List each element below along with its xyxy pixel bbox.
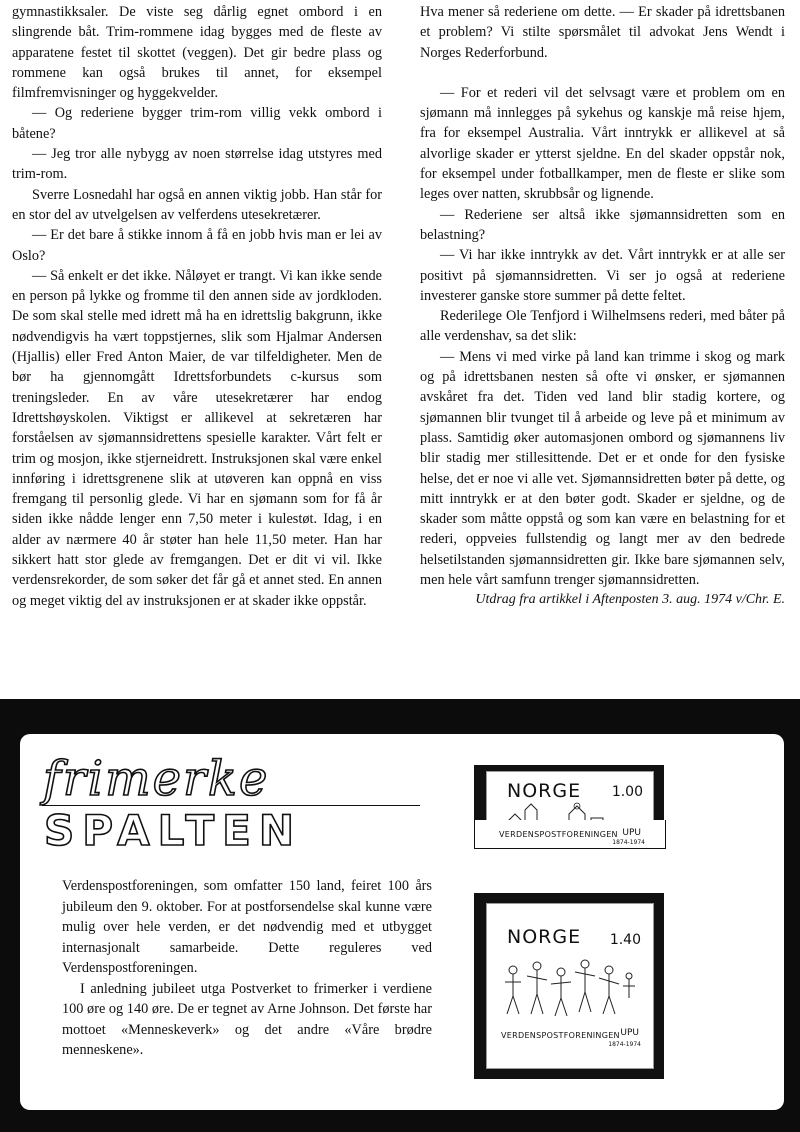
stamp-caption: VERDENSPOSTFORENINGEN xyxy=(499,830,618,839)
paragraph: — Vi har ikke inntrykk av det. Vårt inntrykk er at alle ser positivt på sjømannsidretten. Vi ser jo også at rederiene investerer ganske store summer på dette feltet. xyxy=(420,247,785,304)
stamp-country: NORGE xyxy=(507,926,582,948)
paragraph: — Og rederiene bygger trim-rom villig vekk ombord i båtene? xyxy=(12,105,382,142)
paragraph: Verdenspostforeningen, som omfatter 150 land, feiret 100 års jubileum den 9. oktober. For at postforsendelse skal kunne være mulig over hele verden, er det nødvendig med et utbygget internasjonalt samarbeide. Dette reguleres ved Verdenspostforeningen. xyxy=(62,878,432,976)
article-credit: Utdrag fra artikkel i Aftenposten 3. aug. 1974 v/Chr. E. xyxy=(475,592,785,608)
paragraph: — Så enkelt er det ikke. Nåløyet er trangt. Vi kan ikke sende en person på lykke og fromme til den annen side av jordkloden. De som skal stelle med idrett må ha en idrettslig bakgrunn, ikke nødvendigvis ha vært toppstjernes, slik som Hjalmar Andersen (Hjallis) eller Fred Anton Maier, de var tilfeldigheter. Men de bør ha gjennomgått Idrettsforbundets c-kursus som treningsleder. En av våre utesekretærer har endog Idrettshøyskolen. Viktigst er allikevel at sekretæren har forståelsen av sjømannsidrettens spesielle karakter. Vårt felt er trim og mosjon, ikke stjerneidrett. Instruksjonen skal være enkel innføring i idrettsgrenene slik at utøveren kan oppnå en viss fremgang til personlig glede. Vi har en sjømann som for få år siden ikke nådde lenger enn 7,50 meter i kulestøt. Idag, i en alder av nærmere 40 år støter han hele 11,50 meter. Han har sikkert hatt stor glede av fremgangen. Det er dit vi vil. Ikke verdensrekorder, de som søker det får gå et annet sted. En annen og meget viktig del av instruksjonen er at skader ikke oppstår. xyxy=(12,267,382,609)
stamp-country: NORGE xyxy=(507,780,582,802)
logo-frimerke: frimerke xyxy=(43,751,270,807)
paragraph: Hva mener så rederiene om dette. — Er skader på idrettsbanen et problem? Vi stilte spørsmålet til advokat Jens Wendt i Norges Rederforbund. xyxy=(420,4,785,61)
stamp-2 xyxy=(486,903,654,1069)
stamp-years: 1874-1974 xyxy=(608,1041,641,1048)
paragraph: Sverre Losnedahl har også en annen viktig jobb. Han står for en stor del av utvelgelsen av velferdens utesekretærer. xyxy=(12,186,382,223)
right-column xyxy=(420,2,785,611)
left-column xyxy=(12,2,382,611)
people-drawing-icon xyxy=(501,956,637,1026)
paragraph: — For et rederi vil det selvsagt være et problem om en sjømann må innlegges på sykehus og kanskje må reise hjem, fra for eksempel Australia. Vårt inntrykk er allikevel at så alvorlige skader er ytterst sjeldne. En del skader oppstår nok, for eksempel under fotballkamper, men de fleste er slike som leges over natten, skrubbsår og lignende. xyxy=(420,84,785,203)
paragraph: — Mens vi med virke på land kan trimme i skog og mark og på idrettsbanen nesten så ofte vi ønsker, er sjømannen avskåret fra det. Tiden ved land blir stadig kortere, og sjømannen blir tvunget til å arbeide og leve på et minimum av plass. Samtidig øker automasjonen ombord og sjømannens liv blir stadig mer stillesittende. Det er et onde for den fysiske helse, det er noe vi alle vet. Sjømannsidretten bøter på dette, og mitt inntrykk er at den bøter godt. Skader er sjeldne, og de skader som måtte oppstå og som kan være en belastning for et rederi, oppveies fullstendig og langt mer av den bedrede helsetilstanden sjømannsidretten gir. Ikke bare sjømannen selv, men hele vårt samfunn trenger sjømannsidretten. xyxy=(420,348,785,589)
stamp-upu: UPU xyxy=(620,1028,639,1038)
paragraph: gymnastikksaler. De viste seg dårlig egnet ombord i en slingrende båt. Trim-rommene idag bygges med de fleste av apparatene festet til skottet (veggen). Det gir bedre plass og rommene kan også brukes til annet, for eksempel filmfremvisninger og hyggekvelder. xyxy=(12,4,382,102)
paragraph: — Jeg tror alle nybygg av noen størrelse idag utstyres med trim-rom. xyxy=(12,146,382,183)
stamp-value: 1.40 xyxy=(609,932,641,948)
logo-spalten: SPALTEN xyxy=(44,806,302,855)
stamp-1-caption-row xyxy=(474,820,666,849)
stamp-article xyxy=(62,876,432,1061)
stamp-upu: UPU xyxy=(622,828,641,838)
paragraph: I anledning jubileet utga Postverket to frimerker i verdiene 100 øre og 140 øre. De er tegnet av Arne Johnson. Det første har mottoet «Menneskeverk» og det andre «Våre brødre menneskene». xyxy=(62,980,432,1058)
stamp-years: 1874-1974 xyxy=(612,839,645,846)
paragraph: Rederilege Ole Tenfjord i Wilhelmsens rederi, med båter på alle verdenshav, sa det slik: xyxy=(420,308,785,345)
stamp-caption: VERDENSPOSTFORENINGEN xyxy=(501,1031,620,1040)
paragraph: — Rederiene ser altså ikke sjømannsidretten som en belastning? xyxy=(420,206,785,243)
stamp-value: 1.00 xyxy=(611,784,643,800)
paragraph: — Er det bare å stikke innom å få en jobb hvis man er lei av Oslo? xyxy=(12,227,382,264)
